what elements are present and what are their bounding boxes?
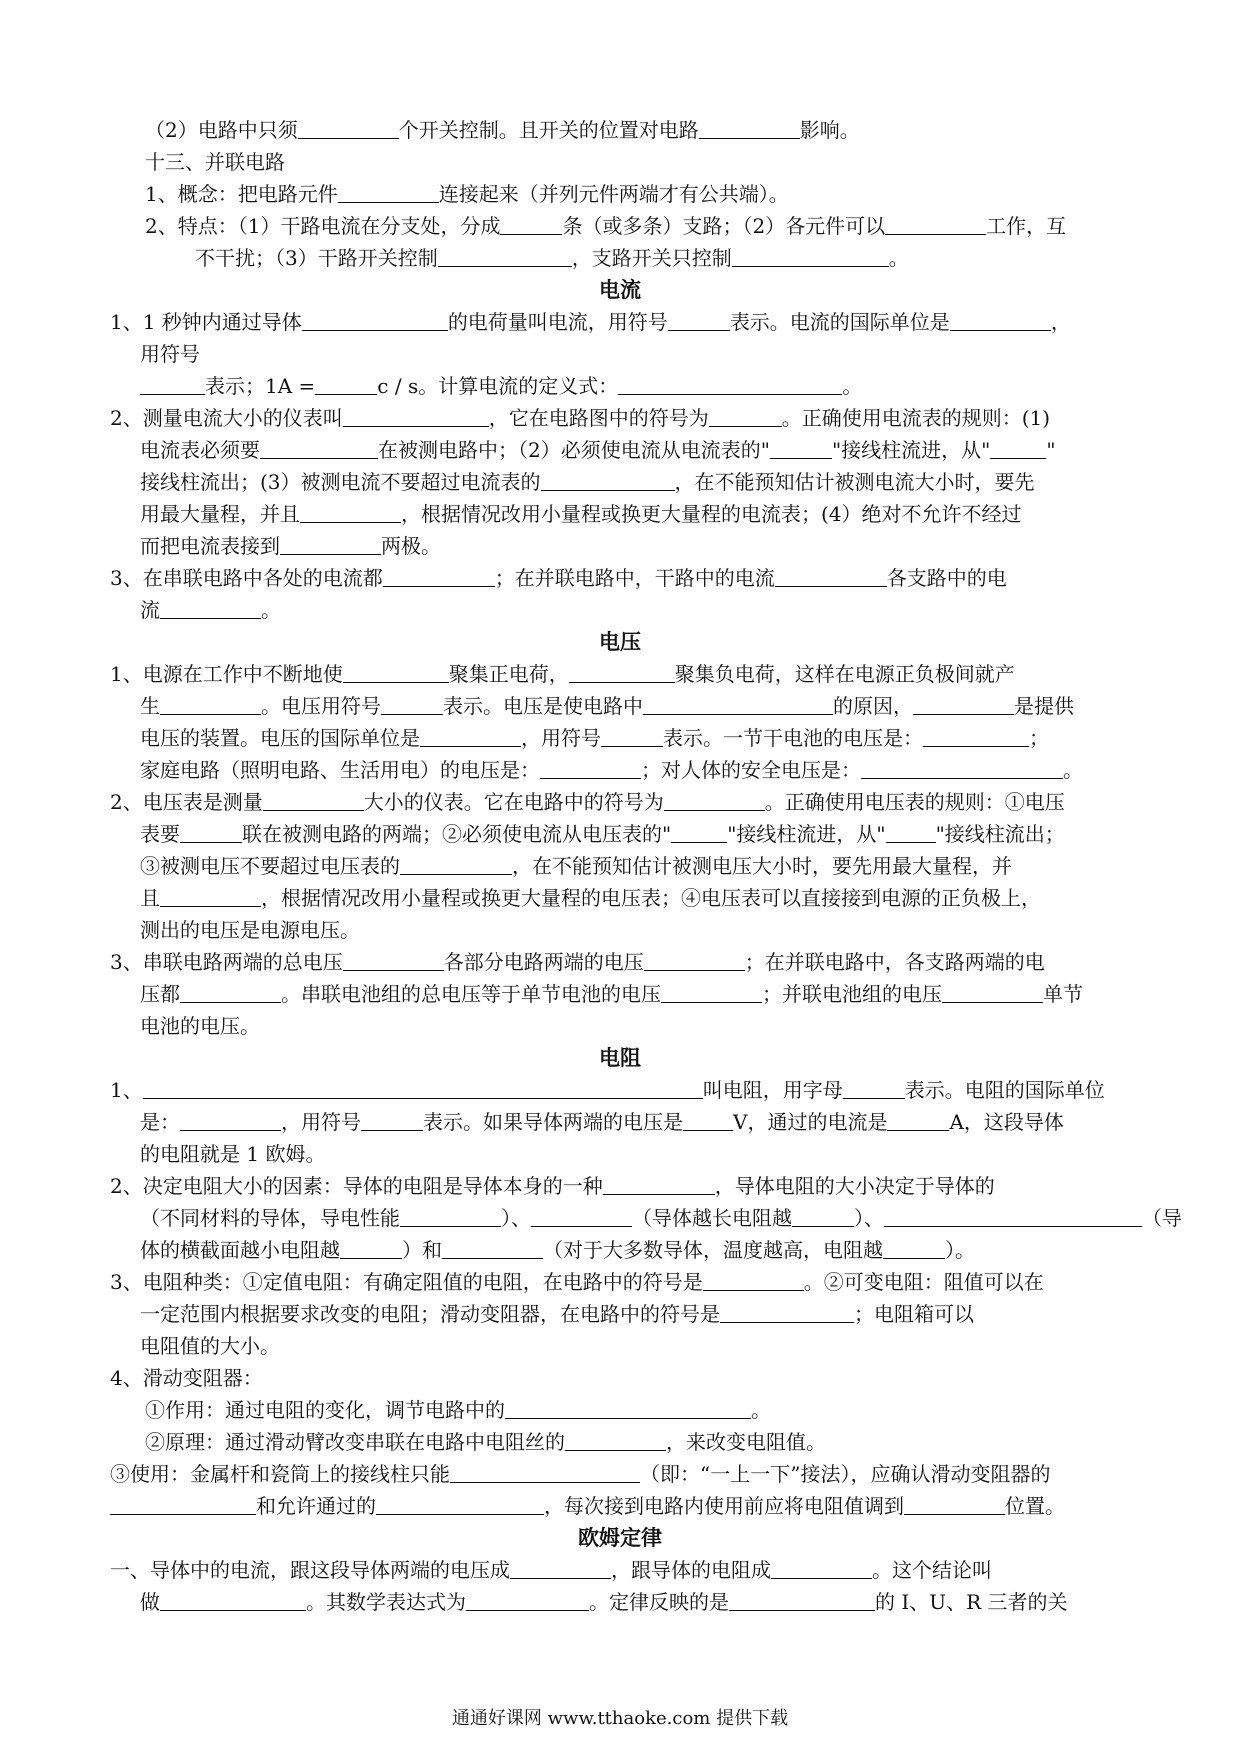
fill-in-blank[interactable] — [263, 790, 364, 811]
text-run: 的原因， — [833, 694, 913, 718]
text-line — [145, 210, 1066, 242]
text-run: ， — [1050, 310, 1071, 334]
text-run: 表要 — [140, 822, 180, 846]
fill-in-blank[interactable] — [904, 1494, 1005, 1515]
text-run: 联在被测电路的两端；②必须使电流从电压表的" — [242, 822, 672, 846]
fill-in-blank[interactable] — [883, 1238, 945, 1259]
text-run: 个开关控制。且开关的位置对电路 — [398, 118, 699, 142]
text-line — [110, 1554, 992, 1586]
text-line — [140, 754, 1083, 786]
text-run: （不同材料的导体，导电性能 — [140, 1206, 400, 1230]
fill-in-blank[interactable] — [671, 822, 727, 843]
text-run: 2、特点：（1）干路电流在分支处，分成 — [145, 214, 501, 238]
text-run: ③被测电压不要超过电压表的 — [140, 854, 400, 878]
text-run: 1、1 秒钟内通过导体 — [110, 310, 302, 334]
fill-in-blank[interactable] — [664, 790, 765, 811]
text-line — [110, 1490, 1065, 1522]
fill-in-blank[interactable] — [884, 1206, 1142, 1227]
fill-in-blank[interactable] — [510, 1558, 611, 1579]
text-run: 电池的电压。 — [140, 1014, 260, 1038]
fill-in-blank[interactable] — [709, 406, 782, 427]
text-run: 表示。电流的国际单位是 — [729, 310, 950, 334]
text-run: 各支路中的电 — [886, 566, 1007, 590]
fill-in-blank[interactable] — [383, 566, 495, 587]
fill-in-blank[interactable] — [315, 374, 377, 395]
text-line — [140, 914, 360, 946]
text-line — [110, 562, 1007, 594]
fill-in-blank[interactable] — [603, 1174, 715, 1195]
text-run: 电流表必须要 — [140, 438, 260, 462]
text-run: 各部分电路两端的电压 — [443, 950, 644, 974]
text-run: ，根据情况改用小量程或换更大量程的电压表；④电压表可以直接接到电源的正负极上， — [261, 886, 1041, 910]
section-heading: 电流 — [599, 278, 641, 302]
text-line — [145, 1426, 826, 1458]
text-line — [110, 946, 1045, 978]
text-run: ，用符号 — [521, 726, 601, 750]
text-run: 2、电压表是测量 — [110, 790, 263, 814]
text-run: ；对人体的安全电压是： — [641, 758, 861, 782]
text-run: （即：“一上一下”接法），应确认滑动变阻器的 — [640, 1462, 1051, 1486]
text-line — [140, 1202, 1182, 1234]
fill-in-blank[interactable] — [381, 694, 443, 715]
fill-in-blank[interactable] — [160, 886, 261, 907]
text-line — [140, 882, 1041, 914]
text-run: 。这个结论叫 — [872, 1558, 992, 1582]
fill-in-blank[interactable] — [887, 1110, 949, 1131]
text-run: ；在并联电路中，各支路两端的电 — [744, 950, 1045, 974]
text-line — [140, 978, 1083, 1010]
fill-in-blank[interactable] — [792, 1206, 854, 1227]
section-heading: 欧姆定律 — [578, 1526, 662, 1550]
text-run: 和允许通过的 — [256, 1494, 376, 1518]
text-run: ，在不能预知估计被测电压大小时，要先用最大量程，并 — [512, 854, 1012, 878]
text-run: 大小的仪表。它在电路中的符号为 — [363, 790, 664, 814]
text-run: 。串联电池组的总电压等于单节电池的电压 — [281, 982, 661, 1006]
fill-in-blank[interactable] — [618, 374, 842, 395]
text-run: 表示。电阻的国际单位 — [904, 1078, 1105, 1102]
text-line — [110, 786, 1065, 818]
fill-in-blank[interactable] — [703, 1270, 804, 1291]
text-run: ；在并联电路中，干路中的电流 — [494, 566, 775, 590]
text-run: ，它在电路图中的符号为 — [488, 406, 709, 430]
text-line — [110, 1170, 995, 1202]
fill-in-blank[interactable] — [661, 982, 762, 1003]
text-run: 不干扰；（3）干路开关控制 — [195, 246, 438, 270]
text-run: ②原理：通过滑动臂改变串联在电路中电阻丝的 — [145, 1430, 565, 1454]
text-run: c / s。计算电流的定义式： — [377, 374, 619, 398]
fill-in-blank[interactable] — [540, 758, 641, 779]
text-line — [140, 466, 1035, 498]
text-run: ；并联电池组的电压 — [762, 982, 942, 1006]
text-run: 接线柱流出；(3）被测电流不要超过电流表的 — [140, 470, 541, 494]
text-run: 聚集正电荷， — [448, 662, 569, 686]
text-run: 。 — [261, 598, 281, 622]
text-run: 一定范围内根据要求改变的电阻；滑动变阻器，在电路中的符号是 — [140, 1302, 720, 1326]
fill-in-blank[interactable] — [541, 470, 675, 491]
text-run: ，来改变电阻值。 — [666, 1430, 826, 1454]
fill-in-blank[interactable] — [770, 438, 832, 459]
fill-in-blank[interactable] — [861, 758, 1063, 779]
text-run: （导 — [1142, 1206, 1182, 1230]
text-run: 表示；1A = — [205, 374, 316, 398]
text-run: "接线柱流进，从" — [831, 438, 991, 462]
text-line — [110, 1362, 263, 1394]
text-run: ）、 — [854, 1206, 884, 1230]
text-run: ，根据情况改用小量程或换更大量程的电流表；(4）绝对不允许不经过 — [401, 502, 1022, 526]
text-run: 条（或多条）支路；（2）各元件可以 — [562, 214, 886, 238]
text-line — [145, 146, 285, 178]
page-footer: 通通好课网 www.tthaoke.com 提供下载 — [451, 1708, 789, 1729]
fill-in-blank[interactable] — [500, 214, 562, 235]
text-run: 。正确使用电流表的规则：(1) — [781, 406, 1051, 430]
text-run: 是： — [140, 1110, 180, 1134]
text-run: 。 — [751, 1398, 771, 1422]
text-run: 用符号 — [140, 342, 200, 366]
fill-in-blank[interactable] — [438, 246, 572, 267]
fill-in-blank[interactable] — [886, 822, 936, 843]
fill-in-blank[interactable] — [601, 726, 663, 747]
text-run: 表示。如果导体两端的电压是 — [423, 1110, 683, 1134]
fill-in-blank[interactable] — [771, 1558, 872, 1579]
text-run: 。定律反映的是 — [589, 1590, 729, 1614]
text-run: 的电阻就是 1 欧姆。 — [140, 1142, 326, 1166]
text-line — [110, 306, 1071, 338]
text-line — [140, 530, 441, 562]
text-line — [110, 1074, 1105, 1106]
text-run: 而把电流表接到 — [140, 534, 280, 558]
fill-in-blank[interactable] — [950, 310, 1051, 331]
fill-in-blank[interactable] — [280, 534, 381, 555]
text-line — [140, 370, 862, 402]
text-run: 1、概念：把电路元件 — [145, 182, 338, 206]
text-run: 。 — [1063, 758, 1083, 782]
fill-in-blank[interactable] — [565, 1430, 666, 1451]
fill-in-blank[interactable] — [340, 1238, 402, 1259]
text-run: " — [1046, 438, 1056, 462]
fill-in-blank[interactable] — [643, 694, 833, 715]
fill-in-blank[interactable] — [913, 694, 1014, 715]
text-run: 在被测电路中；（2）必须使电流从电流表的" — [378, 438, 770, 462]
fill-in-blank[interactable] — [683, 1110, 733, 1131]
text-run: 连接起来（并列元件两端才有公共端）。 — [438, 182, 789, 206]
text-run: 3、串联电路两端的总电压 — [110, 950, 343, 974]
fill-in-blank[interactable] — [180, 1110, 281, 1131]
fill-in-blank[interactable] — [420, 726, 521, 747]
text-run: 十三、并联电路 — [145, 150, 285, 174]
text-line — [110, 402, 1050, 434]
fill-in-blank[interactable] — [732, 246, 889, 267]
text-run: 2、决定电阻大小的因素：导体的电阻是导体本身的一种 — [110, 1174, 603, 1198]
fill-in-blank[interactable] — [302, 310, 448, 331]
text-run: 。②可变电阻：阻值可以在 — [803, 1270, 1044, 1294]
text-run: （2）电路中只须 — [145, 118, 298, 142]
text-line — [145, 1394, 771, 1426]
text-line — [140, 722, 1049, 754]
fill-in-blank[interactable] — [466, 1590, 589, 1611]
text-run: 电阻值的大小。 — [140, 1334, 280, 1358]
fill-in-blank[interactable] — [400, 854, 512, 875]
fill-in-blank[interactable] — [343, 950, 444, 971]
text-line — [140, 1330, 280, 1362]
fill-in-blank[interactable] — [569, 662, 675, 683]
fill-in-blank[interactable] — [260, 438, 378, 459]
text-run: ①作用：通过电阻的变化，调节电路中的 — [145, 1398, 505, 1422]
fill-in-blank[interactable] — [843, 1078, 905, 1099]
text-line — [110, 658, 1015, 690]
fill-in-blank[interactable] — [729, 1590, 875, 1611]
fill-in-blank[interactable] — [343, 662, 449, 683]
text-run: 一、导体中的电流，跟这段导体两端的电压成 — [110, 1558, 510, 1582]
text-run: 影响。 — [799, 118, 860, 142]
text-run: ，导体电阻的大小决定于导体的 — [714, 1174, 995, 1198]
fill-in-blank[interactable] — [644, 950, 745, 971]
text-line — [140, 338, 200, 370]
text-run: 是提供 — [1014, 694, 1074, 718]
text-run: ，用符号 — [281, 1110, 361, 1134]
text-run: 2、测量电流大小的仪表叫 — [110, 406, 343, 430]
fill-in-blank[interactable] — [450, 1462, 640, 1483]
fill-in-blank[interactable] — [180, 982, 281, 1003]
text-line — [110, 1458, 1050, 1490]
text-run: 的 I、U、R 三者的关 — [875, 1590, 1068, 1614]
fill-in-blank[interactable] — [143, 1078, 703, 1099]
text-run: 。 — [842, 374, 863, 398]
text-run: 单节 — [1043, 982, 1083, 1006]
text-run: "接线柱流进，从" — [727, 822, 886, 846]
text-run: 做 — [140, 1590, 160, 1614]
text-line — [195, 242, 909, 274]
text-run: ，每次接到电路内使用前应将电阻值调到 — [544, 1494, 904, 1518]
text-run: 流 — [140, 598, 160, 622]
text-run: 压都 — [140, 982, 180, 1006]
text-line — [140, 1010, 260, 1042]
text-run: 体的横截面越小电阻越 — [140, 1238, 340, 1262]
fill-in-blank[interactable] — [160, 598, 261, 619]
fill-in-blank[interactable] — [775, 566, 887, 587]
text-run: ）、 — [501, 1206, 531, 1230]
text-line — [140, 1586, 1068, 1618]
text-line — [140, 1298, 974, 1330]
text-run: "接线柱流出； — [935, 822, 1065, 846]
text-run: 且 — [140, 886, 160, 910]
text-run: 生 — [140, 694, 160, 718]
text-run: 的电荷量叫电流，用符号 — [447, 310, 668, 334]
text-run: 1、 — [110, 1078, 143, 1102]
text-run: 用最大量程，并且 — [140, 502, 300, 526]
text-run: 电压的装置。电压的国际单位是 — [140, 726, 420, 750]
text-run: 工作，互 — [986, 214, 1067, 238]
text-run: 4、滑动变阻器： — [110, 1366, 263, 1390]
fill-in-blank[interactable] — [160, 1590, 306, 1611]
text-run: 。 — [888, 246, 909, 270]
fill-in-blank[interactable] — [531, 1206, 632, 1227]
fill-in-blank[interactable] — [668, 310, 730, 331]
text-run: ；电阻箱可以 — [854, 1302, 974, 1326]
text-run: 测出的电压是电源电压。 — [140, 918, 360, 942]
fill-in-blank[interactable] — [110, 1494, 256, 1515]
text-run: 表示。一节干电池的电压是： — [663, 726, 923, 750]
text-run: 位置。 — [1005, 1494, 1065, 1518]
fill-in-blank[interactable] — [923, 726, 1029, 747]
text-line — [110, 1266, 1044, 1298]
text-line — [140, 850, 1012, 882]
text-run: ）和 — [402, 1238, 442, 1262]
section-heading: 电阻 — [599, 1046, 641, 1070]
text-run: 3、在串联电路中各处的电流都 — [110, 566, 383, 590]
fill-in-blank[interactable] — [400, 1206, 501, 1227]
fill-in-blank[interactable] — [180, 822, 242, 843]
fill-in-blank[interactable] — [505, 1398, 751, 1419]
text-run: 。其数学表达式为 — [306, 1590, 466, 1614]
text-run: ）。 — [945, 1238, 975, 1262]
text-run: 。电压用符号 — [261, 694, 381, 718]
fill-in-blank[interactable] — [160, 694, 261, 715]
text-line — [140, 594, 281, 626]
fill-in-blank[interactable] — [338, 182, 439, 203]
text-run: 两极。 — [381, 534, 441, 558]
fill-in-blank[interactable] — [361, 1110, 423, 1131]
text-line — [145, 114, 860, 146]
fill-in-blank[interactable] — [140, 374, 205, 395]
text-run: 叫电阻，用字母 — [702, 1078, 843, 1102]
fill-in-blank[interactable] — [885, 214, 986, 235]
fill-in-blank[interactable] — [376, 1494, 544, 1515]
fill-in-blank[interactable] — [942, 982, 1043, 1003]
text-run: 。正确使用电压表的规则：①电压 — [764, 790, 1065, 814]
text-line — [140, 434, 1056, 466]
text-line — [140, 690, 1074, 722]
text-run: ； — [1029, 726, 1049, 750]
fill-in-blank[interactable] — [298, 118, 399, 139]
fill-in-blank[interactable] — [720, 1302, 854, 1323]
text-line — [140, 1234, 975, 1266]
text-line — [140, 1106, 1064, 1138]
text-run: 3、电阻种类：①定值电阻：有确定阻值的电阻，在电路中的符号是 — [110, 1270, 703, 1294]
text-run: V，通过的电流是 — [733, 1110, 888, 1134]
text-run: （对于大多数导体，温度越高，电阻越 — [543, 1238, 883, 1262]
text-run: 1、电源在工作中不断地使 — [110, 662, 343, 686]
fill-in-blank[interactable] — [343, 406, 489, 427]
fill-in-blank[interactable] — [699, 118, 800, 139]
text-line — [140, 1138, 325, 1170]
section-heading: 电压 — [599, 630, 641, 654]
text-run: 聚集负电荷，这样在电源正负极间就产 — [674, 662, 1015, 686]
text-line — [140, 498, 1022, 530]
text-run: ，跟导体的电阻成 — [611, 1558, 771, 1582]
text-line — [140, 818, 1065, 850]
text-run: A，这段导体 — [949, 1110, 1064, 1134]
text-run: 表示。电压是使电路中 — [443, 694, 643, 718]
text-run: （导体越长电阻越 — [632, 1206, 792, 1230]
text-run: ，支路开关只控制 — [571, 246, 732, 270]
text-run: 家庭电路（照明电路、生活用电）的电压是： — [140, 758, 540, 782]
text-run: ，在不能预知估计被测电流大小时，要先 — [674, 470, 1035, 494]
fill-in-blank[interactable] — [990, 438, 1046, 459]
text-run: ③使用：金属杆和瓷筒上的接线柱只能 — [110, 1462, 450, 1486]
fill-in-blank[interactable] — [300, 502, 401, 523]
text-line — [145, 178, 789, 210]
fill-in-blank[interactable] — [442, 1238, 543, 1259]
